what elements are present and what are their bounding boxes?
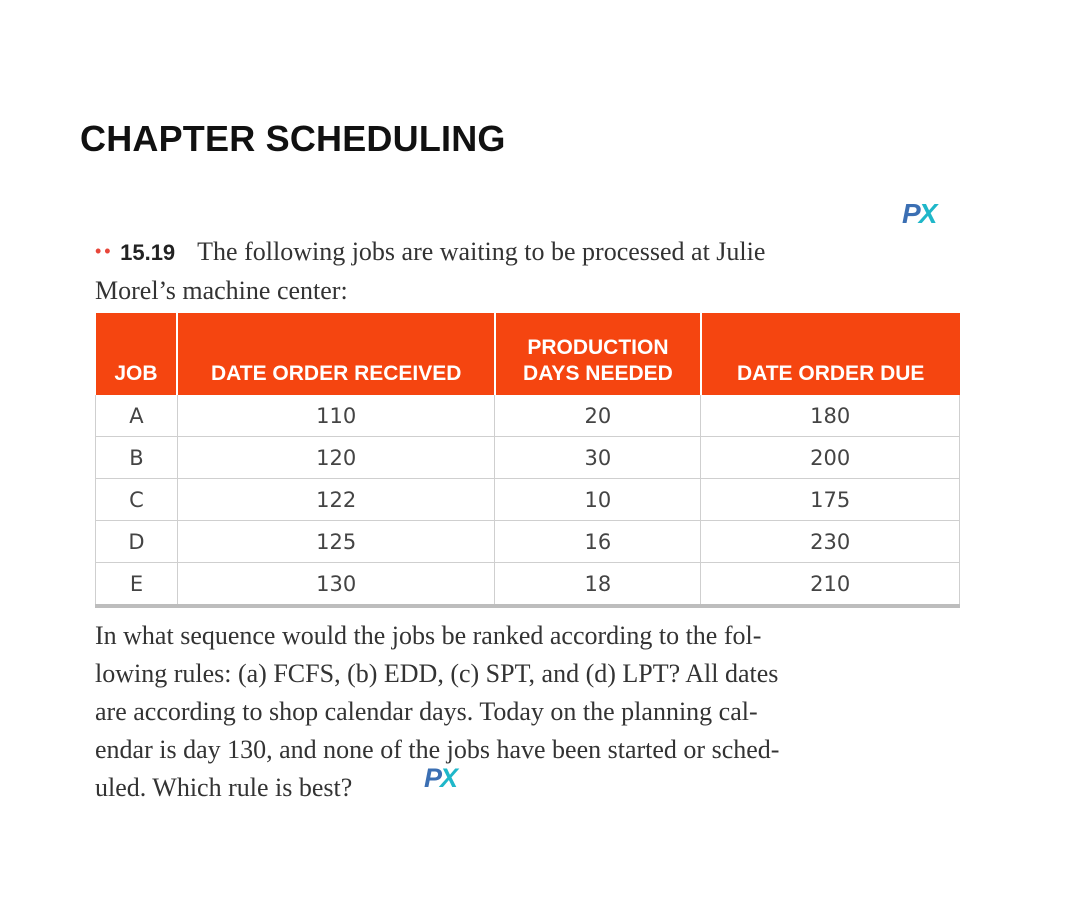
cell-date-received: 125 xyxy=(177,521,495,563)
px-logo-x: X xyxy=(918,198,936,229)
cell-days-needed: 16 xyxy=(495,521,701,563)
px-logo-x: X xyxy=(440,763,457,793)
cell-date-received: 130 xyxy=(177,563,495,607)
cell-job: A xyxy=(96,395,178,437)
cell-job: C xyxy=(96,479,178,521)
px-logo-p: P xyxy=(902,198,919,229)
cell-date-due: 180 xyxy=(701,395,960,437)
problem-intro-line2: Morel’s machine center: xyxy=(95,276,348,305)
header-job: JOB xyxy=(96,313,178,395)
chapter-title: CHAPTER SCHEDULING xyxy=(80,118,506,159)
question-text xyxy=(95,617,965,807)
problem-intro xyxy=(95,232,965,310)
cell-date-due: 200 xyxy=(701,437,960,479)
question-line: In what sequence would the jobs be ranked according to the fol- xyxy=(95,621,762,650)
cell-job: E xyxy=(96,563,178,607)
table-header-row xyxy=(96,313,960,395)
header-days-needed: DAYS NEEDED xyxy=(523,362,673,385)
header-date-order-received: DATE ORDER RECEIVED xyxy=(177,313,495,395)
cell-job: D xyxy=(96,521,178,563)
cell-job: B xyxy=(96,437,178,479)
cell-days-needed: 20 xyxy=(495,395,701,437)
px-logo-icon xyxy=(424,765,456,792)
cell-days-needed: 18 xyxy=(495,563,701,607)
cell-date-due: 230 xyxy=(701,521,960,563)
question-line: endar is day 130, and none of the jobs have been started or sched- xyxy=(95,735,780,764)
cell-date-due: 175 xyxy=(701,479,960,521)
table-row xyxy=(96,395,960,437)
problem-number: 15.19 xyxy=(120,240,176,265)
difficulty-dots: •• xyxy=(95,241,114,261)
header-date-order-due: DATE ORDER DUE xyxy=(701,313,960,395)
cell-date-received: 110 xyxy=(177,395,495,437)
table-row xyxy=(96,521,960,563)
px-logo-p: P xyxy=(424,763,441,793)
problem-intro-line1: The following jobs are waiting to be processed at Julie xyxy=(197,237,766,266)
header-production: PRODUCTION xyxy=(527,336,669,359)
table-row xyxy=(96,479,960,521)
cell-date-received: 120 xyxy=(177,437,495,479)
px-logo-icon xyxy=(902,200,935,228)
cell-date-due: 210 xyxy=(701,563,960,607)
table-row xyxy=(96,437,960,479)
header-production-days-needed xyxy=(495,313,701,395)
question-line: uled. Which rule is best? xyxy=(95,773,353,802)
jobs-table xyxy=(95,313,960,608)
question-line: lowing rules: (a) FCFS, (b) EDD, (c) SPT, and (d) LPT? All dates xyxy=(95,659,779,688)
question-line: are according to shop calendar days. Today on the planning cal- xyxy=(95,697,758,726)
cell-date-received: 122 xyxy=(177,479,495,521)
table-row xyxy=(96,563,960,607)
cell-days-needed: 10 xyxy=(495,479,701,521)
cell-days-needed: 30 xyxy=(495,437,701,479)
